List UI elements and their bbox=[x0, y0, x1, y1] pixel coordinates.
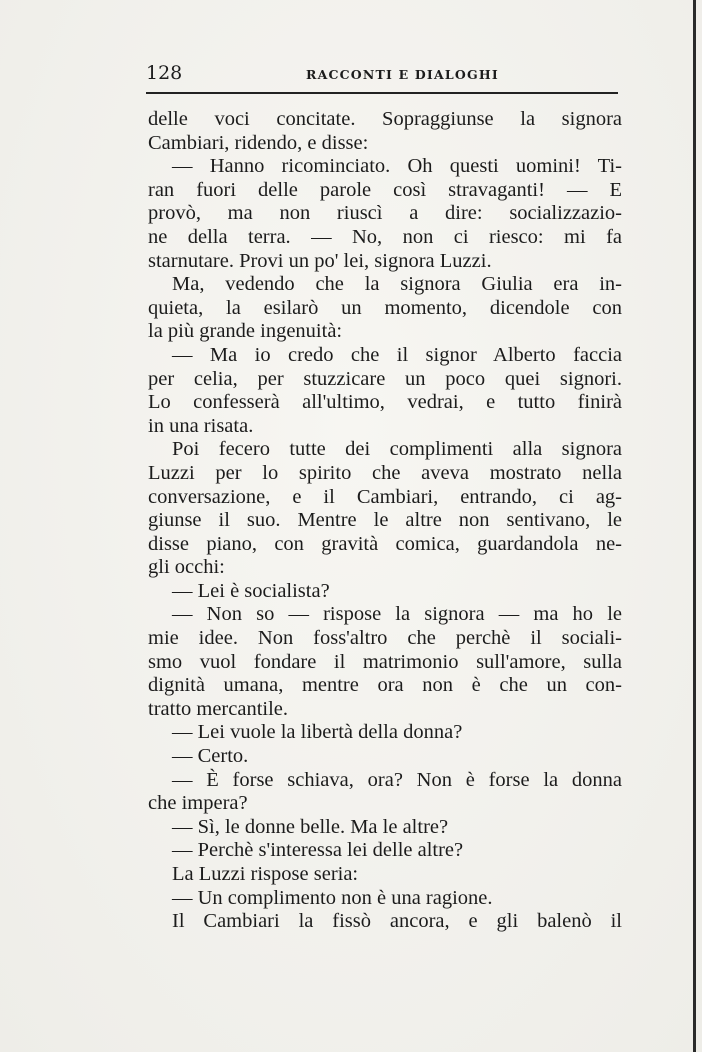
text-line: gli occhi: bbox=[148, 556, 225, 579]
text-line: ran fuori delle parole così stravaganti! — E bbox=[148, 178, 622, 201]
page-number: 128 bbox=[146, 62, 183, 84]
header-rule bbox=[146, 92, 618, 94]
text-line: per celia, per stuzzicare un poco quei signori. bbox=[148, 367, 622, 390]
text-line: Lo confesserà all'ultimo, vedrai, e tutto finirà bbox=[148, 391, 622, 414]
text-line: la più grande ingenuità: bbox=[148, 320, 343, 343]
page-header bbox=[146, 62, 618, 86]
text-line: smo vuol fondare il matrimonio sull'amore, sulla bbox=[148, 650, 622, 673]
text-line: — Lei è socialista? bbox=[172, 579, 330, 602]
text-line: — Lei vuole la libertà della donna? bbox=[172, 721, 463, 744]
page-edge-shadow bbox=[693, 0, 696, 1052]
body-text bbox=[148, 108, 622, 934]
text-line: giunse il suo. Mentre le altre non sentivano, le bbox=[148, 509, 622, 532]
text-line: provò, ma non riuscì a dire: socializzazio- bbox=[148, 202, 622, 225]
text-line: — Non so — rispose la signora — ma ho le bbox=[172, 603, 622, 626]
text-line: Il Cambiari la fissò ancora, e gli balenò il bbox=[172, 910, 622, 933]
text-line: — È forse schiava, ora? Non è forse la donna bbox=[172, 768, 622, 791]
text-line: — Perchè s'interessa lei delle altre? bbox=[172, 839, 464, 862]
text-line: quieta, la esilarò un momento, dicendole con bbox=[148, 296, 622, 319]
text-line: Cambiari, ridendo, e disse: bbox=[148, 131, 369, 154]
text-line: mie idee. Non foss'altro che perchè il sociali- bbox=[148, 627, 622, 650]
text-line: Luzzi per lo spirito che aveva mostrato nella bbox=[148, 461, 622, 484]
text-line: tratto mercantile. bbox=[148, 697, 289, 720]
text-line: — Ma io credo che il signor Alberto faccia bbox=[172, 343, 622, 366]
text-line: delle voci concitate. Sopraggiunse la signora bbox=[148, 108, 622, 130]
text-line: ne della terra. — No, non ci riesco: mi fa bbox=[148, 225, 622, 248]
text-line: che impera? bbox=[148, 792, 248, 815]
text-line: disse piano, con gravità comica, guardandola ne- bbox=[148, 532, 622, 555]
text-line: — Hanno ricominciato. Oh questi uomini! Ti- bbox=[172, 155, 622, 178]
text-line: Poi fecero tutte dei complimenti alla signora bbox=[172, 438, 622, 461]
text-line: dignità umana, mentre ora non è che un con- bbox=[148, 674, 622, 697]
text-line: — Certo. bbox=[172, 745, 249, 768]
running-title: RACCONTI E DIALOGHI bbox=[306, 67, 499, 82]
text-line: — Un complimento non è una ragione. bbox=[172, 886, 493, 909]
text-line: in una risata. bbox=[148, 414, 254, 437]
text-line: — Sì, le donne belle. Ma le altre? bbox=[172, 815, 449, 838]
text-line: conversazione, e il Cambiari, entrando, ci ag- bbox=[148, 485, 622, 508]
text-line: La Luzzi rispose seria: bbox=[172, 863, 359, 885]
text-line: starnutare. Provi un po' lei, signora Luzzi. bbox=[148, 249, 492, 272]
text-line: Ma, vedendo che la signora Giulia era in- bbox=[172, 273, 622, 296]
